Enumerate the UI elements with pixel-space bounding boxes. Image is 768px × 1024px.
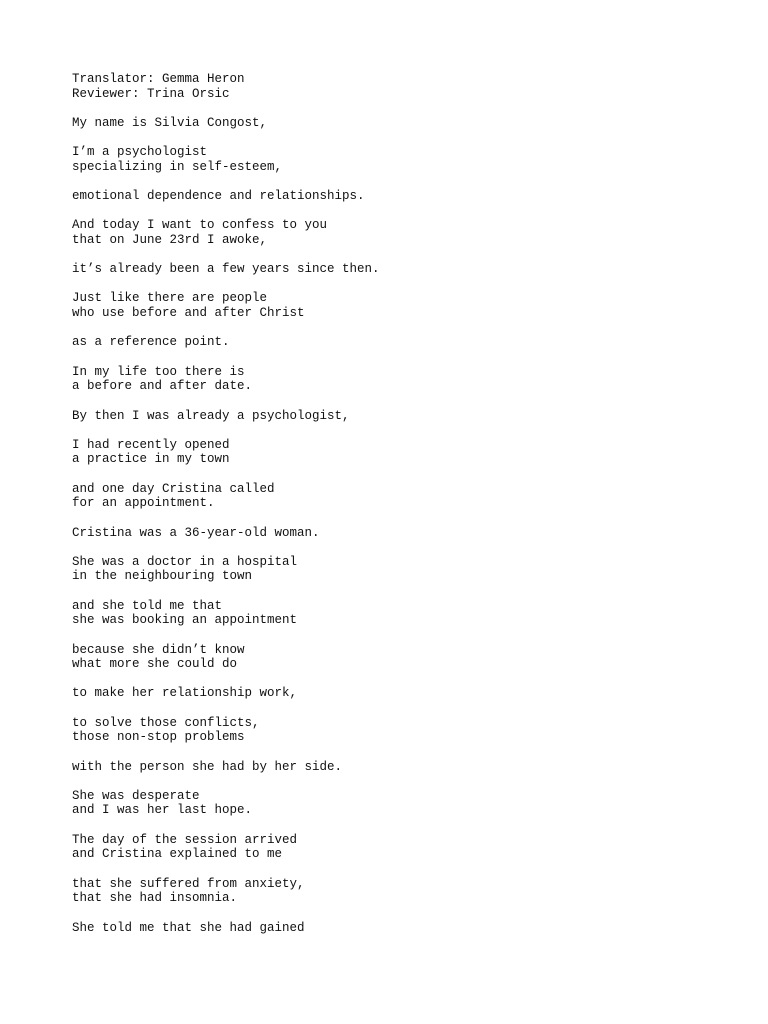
transcript-line: The day of the session arrived bbox=[72, 832, 298, 847]
transcript-line: and she told me that bbox=[72, 598, 223, 613]
transcript-line: because she didn’t know bbox=[72, 642, 245, 657]
transcript-line: I’m a psychologist bbox=[72, 145, 208, 160]
transcript-line: and one day Cristina called bbox=[72, 481, 275, 496]
transcript-line: By then I was already a psychologist, bbox=[72, 408, 350, 423]
translator-credit: Translator: Gemma Heron bbox=[72, 72, 245, 86]
transcript-line: I had recently opened bbox=[72, 437, 230, 452]
transcript-paragraph bbox=[72, 716, 712, 745]
transcript-paragraph bbox=[72, 262, 712, 277]
transcript-line: My name is Silvia Congost, bbox=[72, 115, 268, 130]
transcript-line: to solve those conflicts, bbox=[72, 715, 260, 730]
transcript-paragraph bbox=[72, 599, 712, 628]
transcript-line: for an appointment. bbox=[72, 496, 215, 511]
transcript-paragraph bbox=[72, 686, 712, 701]
transcript-line: those non-stop problems bbox=[72, 730, 245, 745]
transcript-paragraph bbox=[72, 365, 712, 394]
transcript-body bbox=[72, 116, 712, 935]
transcript-line: She was a doctor in a hospital bbox=[72, 554, 298, 569]
transcript-paragraph bbox=[72, 218, 712, 247]
transcript-line: that she suffered from anxiety, bbox=[72, 876, 305, 891]
transcript-line: in the neighbouring town bbox=[72, 569, 253, 584]
transcript-line: a before and after date. bbox=[72, 379, 253, 394]
transcript-paragraph bbox=[72, 438, 712, 467]
transcript-paragraph bbox=[72, 335, 712, 350]
transcript-paragraph bbox=[72, 526, 712, 541]
transcript-paragraph bbox=[72, 189, 712, 204]
transcript-line: She was desperate bbox=[72, 788, 200, 803]
transcript-paragraph bbox=[72, 409, 712, 424]
transcript-line: She told me that she had gained bbox=[72, 920, 305, 935]
transcript-paragraph bbox=[72, 877, 712, 906]
transcript-line: as a reference point. bbox=[72, 335, 230, 350]
transcript-line: she was booking an appointment bbox=[72, 613, 298, 628]
transcript-paragraph bbox=[72, 921, 712, 936]
transcript-paragraph bbox=[72, 555, 712, 584]
transcript-line: In my life too there is bbox=[72, 364, 245, 379]
transcript-line: who use before and after Christ bbox=[72, 306, 305, 321]
credits-block bbox=[72, 72, 712, 101]
reviewer-credit: Reviewer: Trina Orsic bbox=[72, 86, 230, 101]
transcript-paragraph bbox=[72, 116, 712, 131]
transcript-line: what more she could do bbox=[72, 657, 238, 672]
transcript-line: it’s already been a few years since then. bbox=[72, 262, 380, 277]
transcript-line: and Cristina explained to me bbox=[72, 847, 283, 862]
transcript-paragraph bbox=[72, 789, 712, 818]
transcript-paragraph bbox=[72, 760, 712, 775]
transcript-line: that she had insomnia. bbox=[72, 891, 238, 906]
transcript-line: a practice in my town bbox=[72, 452, 230, 467]
transcript-line: Just like there are people bbox=[72, 291, 268, 306]
transcript-paragraph bbox=[72, 482, 712, 511]
transcript-paragraph bbox=[72, 833, 712, 862]
transcript-paragraph bbox=[72, 643, 712, 672]
transcript-line: specializing in self-esteem, bbox=[72, 159, 283, 174]
transcript-line: emotional dependence and relationships. bbox=[72, 189, 365, 204]
transcript-line: Cristina was a 36-year-old woman. bbox=[72, 525, 320, 540]
transcript-page bbox=[72, 72, 712, 950]
transcript-line: to make her relationship work, bbox=[72, 686, 298, 701]
transcript-line: And today I want to confess to you bbox=[72, 218, 328, 233]
transcript-paragraph bbox=[72, 145, 712, 174]
transcript-line: and I was her last hope. bbox=[72, 803, 253, 818]
transcript-paragraph bbox=[72, 291, 712, 320]
transcript-line: with the person she had by her side. bbox=[72, 759, 343, 774]
transcript-line: that on June 23rd I awoke, bbox=[72, 232, 268, 247]
